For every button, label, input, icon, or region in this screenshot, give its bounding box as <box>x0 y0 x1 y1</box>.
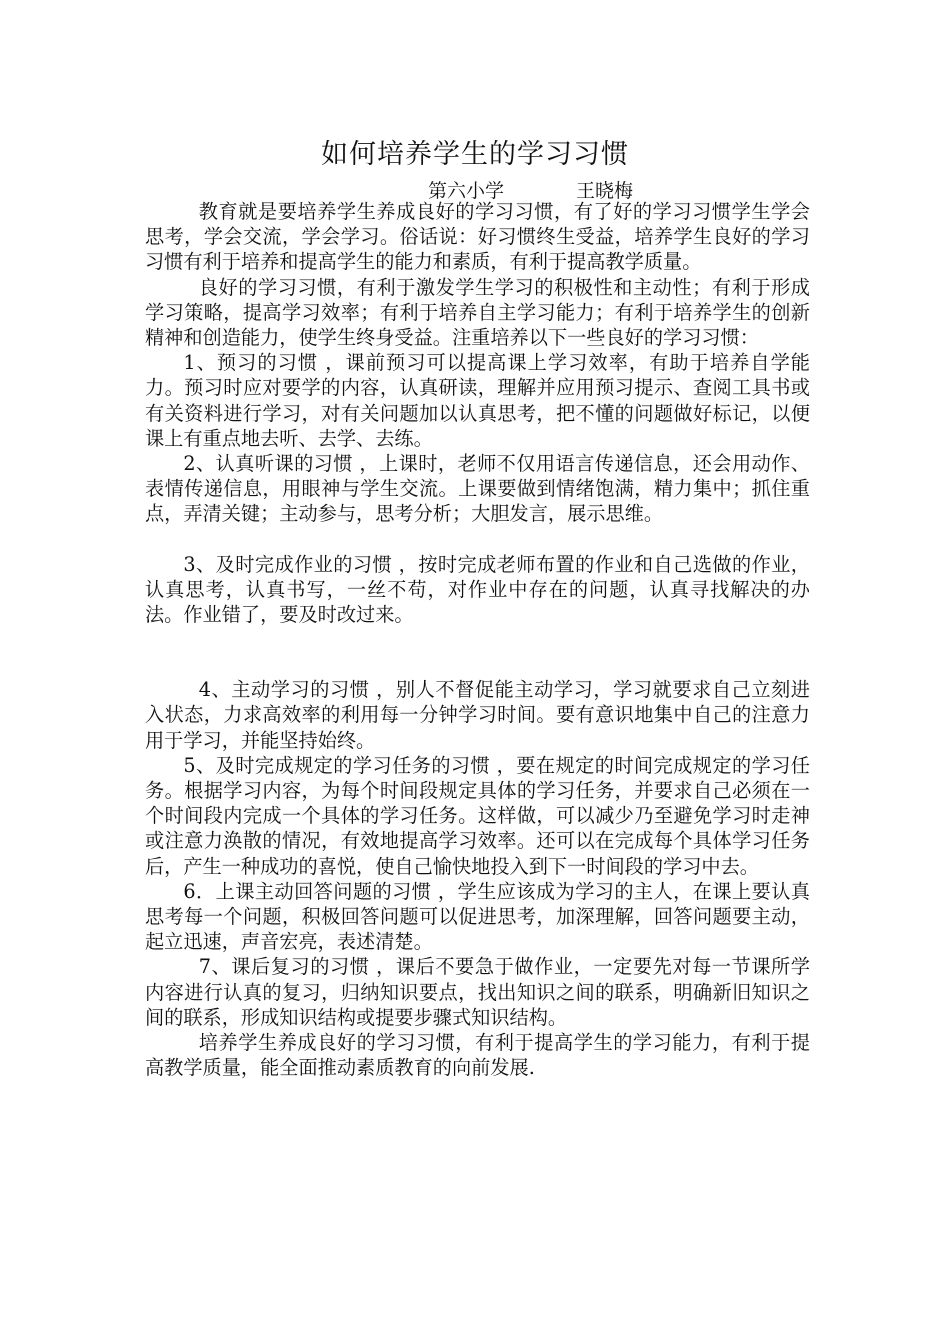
paragraph-conclusion: 培养学生养成良好的学习习惯，有利于提高学生的学习能力，有利于提高教学质量，能全面推动素质教育的向前发展. <box>145 1031 810 1080</box>
paragraph-intro: 教育就是要培养学生养成良好的学习习惯，有了好的学习习惯学生学会思考，学会交流，学会学习。俗话说：好习惯终生受益，培养学生良好的学习习惯有利于培养和提高学生的能力和素质，有利于提高教学质量。 <box>145 200 810 274</box>
author-name: 王晓梅 <box>576 180 634 202</box>
blank-lines <box>145 627 810 677</box>
school-name: 第六小学 <box>428 180 505 202</box>
paragraph-habit-3: 3、及时完成作业的习惯 ，按时完成老师布置的作业和自己选做的作业，认真思考，认真书写，一丝不苟，对作业中存在的问题，认真寻找解决的办法。作业错了，要及时改过来。 <box>145 552 810 627</box>
paragraph-habit-4: 4、主动学习的习惯 ，别人不督促能主动学习，学习就要求自己立刻进入状态，力求高效率的利用每一分钟学习时间。要有意识地集中自己的注意力用于学习，并能坚持始终。 <box>145 678 810 752</box>
paragraph-habit-1: 1、预习的习惯 ，课前预习可以提高课上学习效率，有助于培养自学能力。预习时应对要学的内容，认真研读，理解并应用预习提示、查阅工具书或有关资料进行学习，对有关问题加以认真思考，把不懂的问题做好标记，以便课上有重点地去听、去学、去练。 <box>145 351 810 450</box>
paragraph-benefits: 良好的学习习惯，有利于激发学生学习的积极性和主动性；有利于形成学习策略，提高学习效率；有利于培养自主学习能力；有利于培养学生的创新精神和创造能力，使学生终身受益。注重培养以下一些良好的学习习惯： <box>145 275 810 350</box>
document-body <box>145 199 810 1081</box>
paragraph-habit-7: 7、课后复习的习惯 ，课后不要急于做作业，一定要先对每一节课所学内容进行认真的复习，归纳知识要点，找出知识之间的联系，明确新旧知识之间的联系，形成知识结构或提要步骤式知识结构。 <box>145 955 810 1029</box>
blank-line <box>145 527 810 552</box>
paragraph-habit-5: 5、及时完成规定的学习任务的习惯 ，要在规定的时间完成规定的学习任务。根据学习内容，为每个时间段规定具体的学习任务，并要求自己必须在一个时间段内完成一个具体的学习任务。这样做，可以减少乃至避免学习时走神或注意力涣散的情况，有效地提高学习效率。还可以在完成每个具体学习任务后，产生一种成功的喜悦，使自己愉快地投入到下一时间段的学习中去。 <box>145 753 810 878</box>
page-title: 如何培养学生的学习习惯 <box>321 139 629 170</box>
paragraph-habit-2: 2、认真听课的习惯 ，上课时，老师不仅用语言传递信息，还会用动作、表情传递信息，用眼神与学生交流。上课要做到情绪饱满，精力集中；抓住重点，弄清关键；主动参与，思考分析；大胆发言，展示思维。 <box>145 452 810 526</box>
paragraph-habit-6: 6．上课主动回答问题的习惯 ，学生应该成为学习的主人，在课上要认真思考每一个问题，积极回答问题可以促进思考，加深理解，回答问题要主动，起立迅速，声音宏亮，表述清楚。 <box>145 879 810 954</box>
